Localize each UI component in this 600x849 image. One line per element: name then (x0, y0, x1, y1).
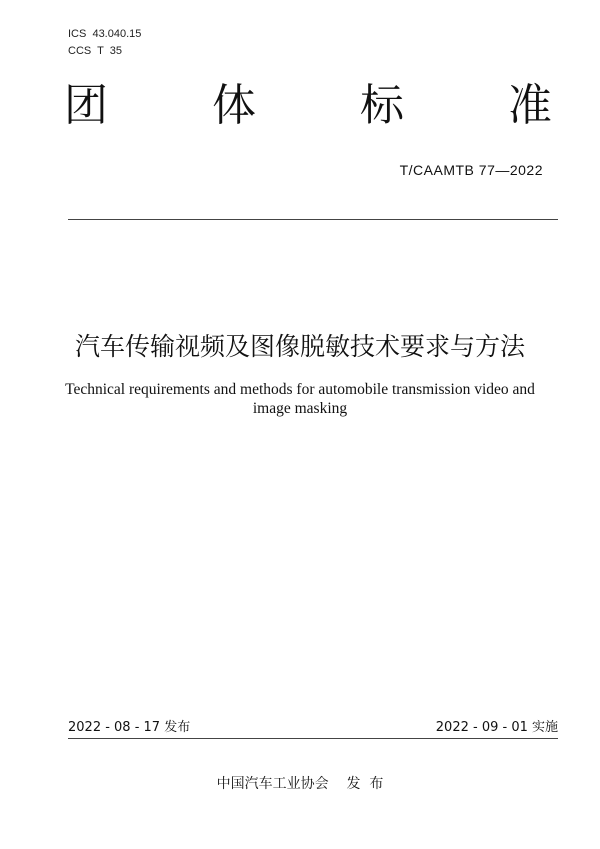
title-chinese: 汽车传输视频及图像脱敏技术要求与方法 (74, 332, 525, 361)
implementation-date: 2022 - 09 - 01 实施 (435, 720, 558, 735)
document-type-heading (64, 76, 558, 136)
top-divider (68, 219, 558, 220)
document-type-char: 团 (64, 80, 108, 131)
document-number: T/CAAMTB 77—2022 (399, 162, 543, 178)
document-type-char: 标 (360, 80, 404, 131)
ccs-code: CCS T 35 (68, 45, 123, 57)
classification-codes (68, 26, 141, 60)
document-type-char: 准 (508, 80, 552, 131)
document-type-char: 体 (212, 80, 256, 131)
ics-code: ICS 43.040.15 (68, 28, 142, 40)
title-english: Technical requirements and methods for automobile transmission video and image masking (65, 381, 535, 417)
publisher: 中国汽车工业协会 发 布 (216, 776, 384, 792)
bottom-divider (68, 738, 558, 739)
issue-date: 2022 - 08 - 17 发布 (68, 720, 191, 735)
